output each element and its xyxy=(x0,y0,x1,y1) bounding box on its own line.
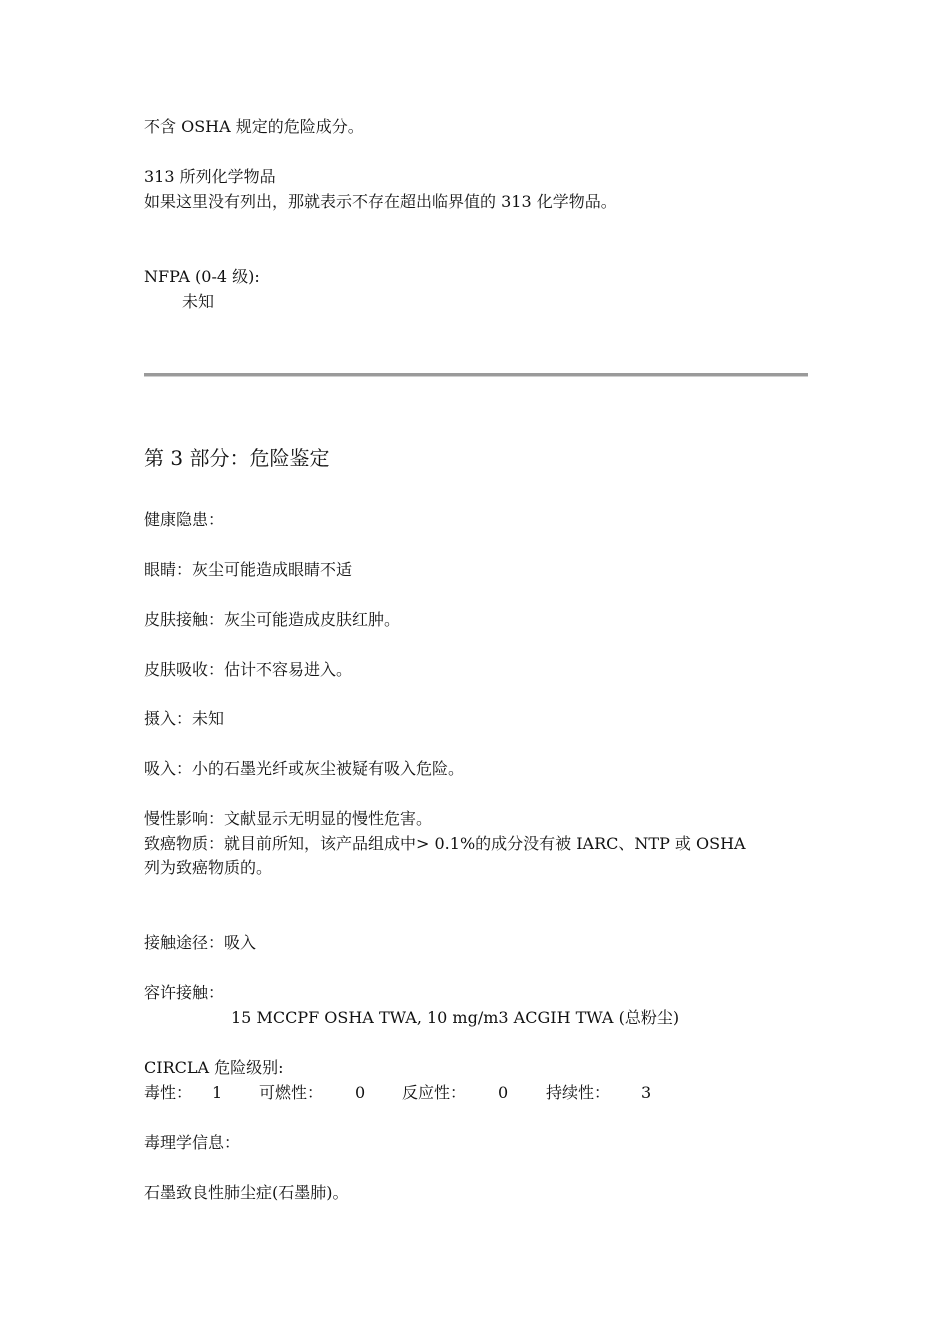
section-divider xyxy=(144,373,808,377)
circla-ratings-row xyxy=(144,1083,744,1103)
skin-absorption-hazard: 皮肤吸收：估计不容易进入。 xyxy=(144,660,353,679)
persistence-label: 持续性： xyxy=(546,1083,611,1102)
inhalation-hazard: 吸入：小的石墨光纤或灰尘被疑有吸入危险。 xyxy=(144,759,465,778)
toxicity-label: 毒性： xyxy=(144,1083,193,1102)
skin-contact-hazard: 皮肤接触：灰尘可能造成皮肤红肿。 xyxy=(144,610,401,629)
flammability-value: 0 xyxy=(355,1083,366,1102)
sara-313-title: 313 所列化学物品 xyxy=(144,167,276,186)
toxicology-text: 石墨致良性肺尘症(石墨肺)。 xyxy=(144,1183,349,1202)
exposure-limit-value: 15 MCCPF OSHA TWA, 10 mg/m3 ACGIH TWA (总粉尘) xyxy=(231,1008,680,1027)
carcinogen-line-2: 列为致癌物质的。 xyxy=(144,858,273,877)
reactivity-value: 0 xyxy=(498,1083,509,1102)
nfpa-label: NFPA (0-4 级): xyxy=(144,267,260,286)
toxicology-label: 毒理学信息： xyxy=(144,1133,241,1152)
nfpa-value: 未知 xyxy=(182,292,215,311)
osha-note: 不含 OSHA 规定的危险成分。 xyxy=(144,117,364,136)
health-hazards-label: 健康隐患： xyxy=(144,510,225,529)
exposure-route: 接触途径：吸入 xyxy=(144,933,257,952)
section-3-heading: 第 3 部分：危险鉴定 xyxy=(144,446,330,470)
circla-title: CIRCLA 危险级别: xyxy=(144,1058,284,1077)
flammability-label: 可燃性： xyxy=(259,1083,324,1102)
sara-313-text: 如果这里没有列出，那就表示不存在超出临界值的 313 化学物品。 xyxy=(144,192,617,211)
reactivity-label: 反应性： xyxy=(402,1083,467,1102)
exposure-limit-label: 容许接触： xyxy=(144,983,225,1002)
persistence-value: 3 xyxy=(641,1083,652,1102)
toxicity-value: 1 xyxy=(212,1083,223,1102)
carcinogen-line-1: 致癌物质：就目前所知，该产品组成中> 0.1%的成分没有被 IARC、NTP 或 OSHA xyxy=(144,834,746,853)
eyes-hazard: 眼睛：灰尘可能造成眼睛不适 xyxy=(144,560,353,579)
ingestion-hazard: 摄入：未知 xyxy=(144,709,225,728)
chronic-effects: 慢性影响：文献显示无明显的慢性危害。 xyxy=(144,809,433,828)
